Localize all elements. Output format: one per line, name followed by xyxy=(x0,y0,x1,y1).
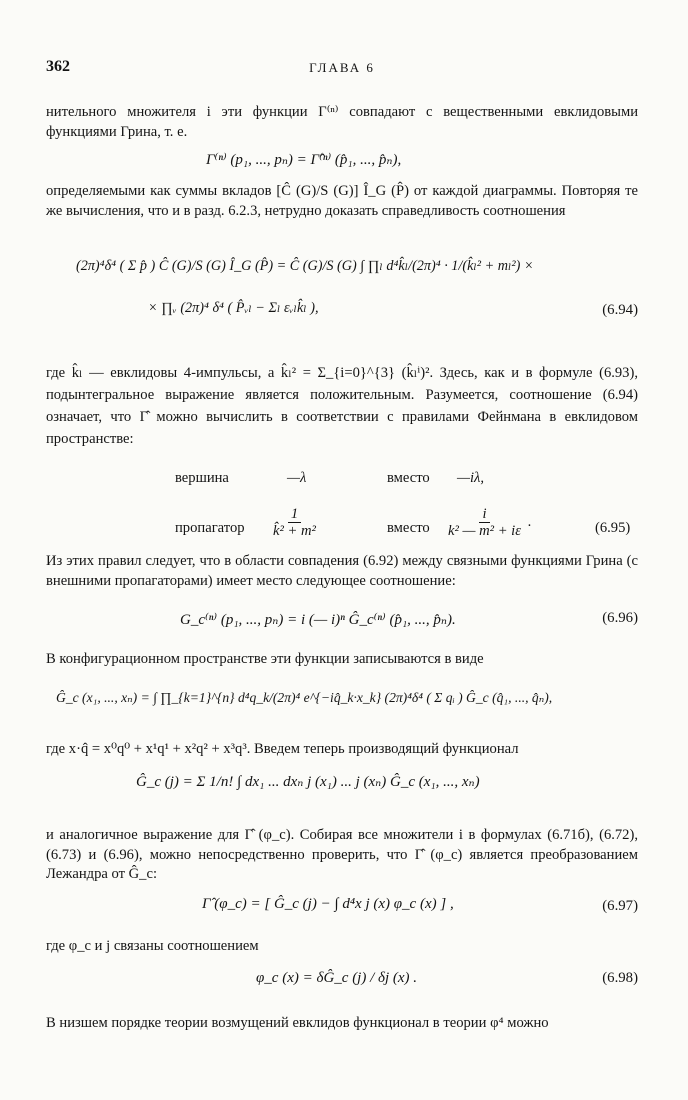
paragraph-2: определяемыми как суммы вкладов [Ĉ (G)/S (G)] Î_G (P̂) от каждой диаграммы. Повторяя те же вычисления, что и в разд. 6.2.3, нетрудно доказать справедливость соотношения xyxy=(46,183,638,219)
propagator-instead: вместо xyxy=(387,520,430,536)
propagator-alt-denominator: k² — m² + iε xyxy=(448,523,521,539)
equation-6-96: G_c⁽ⁿ⁾ (p₁, ..., pₙ) = i (— i)ⁿ Ĝ_c⁽ⁿ⁾ (p̂₁, ..., p̂ₙ). xyxy=(180,612,456,628)
paragraph-6: где x·q̂ = x⁰q⁰ + x¹q¹ + x²q² + x³q³. Введем теперь производящий функционал xyxy=(46,741,519,757)
equation-number-6-95: (6.95) xyxy=(595,520,631,536)
equation-number-6-96: (6.96) xyxy=(602,610,638,626)
equation-generating-functional: Ĝ_c (j) = Σ 1/n! ∫ dx₁ ... dxₙ j (x₁) ... j (xₙ) Ĝ_c (x₁, ..., xₙ) xyxy=(136,774,480,790)
paragraph-4: Из этих правил следует, что в области совпадения (6.92) между связными функциями Грина (с внешними пропагаторами) имеет место следующее соотношение: xyxy=(46,553,638,589)
equation-config-space: Ĝ_c (x₁, ..., xₙ) = ∫ ∏_{k=1}^{n} d⁴q_k/(2π)⁴ e^{−iq̂_k·x_k} (2π)⁴δ⁴ ( Σ qᵢ ) Ĝ_c (q̂₁, ..., q̂ₙ), xyxy=(56,690,553,705)
page-header xyxy=(46,58,638,82)
paragraph-5: В конфигурационном пространстве эти функции записываются в виде xyxy=(46,651,484,667)
propagator-numerator: 1 xyxy=(288,506,301,523)
page-number: 362 xyxy=(46,58,70,75)
vertex-instead: вместо xyxy=(387,470,430,486)
rule-vertex xyxy=(175,470,640,506)
propagator-alt-end: . xyxy=(527,513,532,530)
propagator-fraction xyxy=(270,506,319,539)
propagator-denominator: k̂² + m² xyxy=(273,523,316,539)
equation-6-97: Γ̂ (φ_c) = [ Ĝ_c (j) − ∫ d⁴x j (x) φ_c (x) ] , xyxy=(202,896,454,912)
vertex-value: —λ xyxy=(287,470,307,486)
paragraph-9: В низшем порядке теории возмущений евклидов функционал в теории φ⁴ можно xyxy=(46,1015,549,1031)
paragraph-8: где φ_c и j связаны соотношением xyxy=(46,938,259,954)
paragraph-3: где k̂ₗ — евклидовы 4-импульсы, а k̂ₗ² = Σ_{i=0}^{3} (k̂ₗⁱ)². Здесь, как и в формуле (6.93), подынтегральное выражение является положительным. Разумеется, соотношение (6.94) означает, что Γ̂ можно вычислить в соответствии с правилами Фейнмана в евклидовом пространстве: xyxy=(46,365,638,447)
equation-6-94-line2: × ∏ᵥ (2π)⁴ δ⁴ ( P̂ᵥₗ − Σₗ εᵥₗk̂ₗ ), xyxy=(148,300,319,316)
vertex-alt: —iλ, xyxy=(457,470,484,486)
equation-number-6-97: (6.97) xyxy=(602,898,638,914)
vertex-label: вершина xyxy=(175,470,229,486)
feynman-rules-table xyxy=(175,470,640,550)
equation-gamma: Γ⁽ⁿ⁾ (p₁, ..., pₙ) = Γ̂⁽ⁿ⁾ (p̂₁, ..., p̂ₙ), xyxy=(206,152,402,168)
propagator-alt-numerator: i xyxy=(479,506,489,523)
propagator-label: пропагатор xyxy=(175,520,245,536)
propagator-alt-fraction xyxy=(445,506,531,539)
chapter-title: ГЛАВА 6 xyxy=(309,60,375,75)
equation-6-94-line1: (2π)⁴δ⁴ ( Σ p̂ ) Ĉ (G)/S (G) Î_G (P̂) = Ĉ (G)/S (G) ∫ ∏ₗ d⁴k̂ₗ/(2π)⁴ · 1/(k̂ₗ² + mₗ²) × xyxy=(76,258,534,274)
rule-propagator xyxy=(175,506,640,550)
paragraph-1: нительного множителя i эти функции Γ⁽ⁿ⁾ совпадают с вещественными евклидовыми функциями Грина, т. е. xyxy=(46,104,638,140)
equation-number-6-98: (6.98) xyxy=(602,970,638,986)
paragraph-7: и аналогичное выражение для Γ̂ (φ_c). Собирая все множители i в формулах (6.71б), (6.72), (6.73) и (6.96), можно непосредственно проверить, что Γ̂ (φ_c) является преобразованием Лежандра от Ĝ_c: xyxy=(46,827,638,882)
equation-6-98: φ_c (x) = δĜ_c (j) / δj (x) . xyxy=(256,970,418,986)
equation-number-6-94: (6.94) xyxy=(602,302,638,318)
